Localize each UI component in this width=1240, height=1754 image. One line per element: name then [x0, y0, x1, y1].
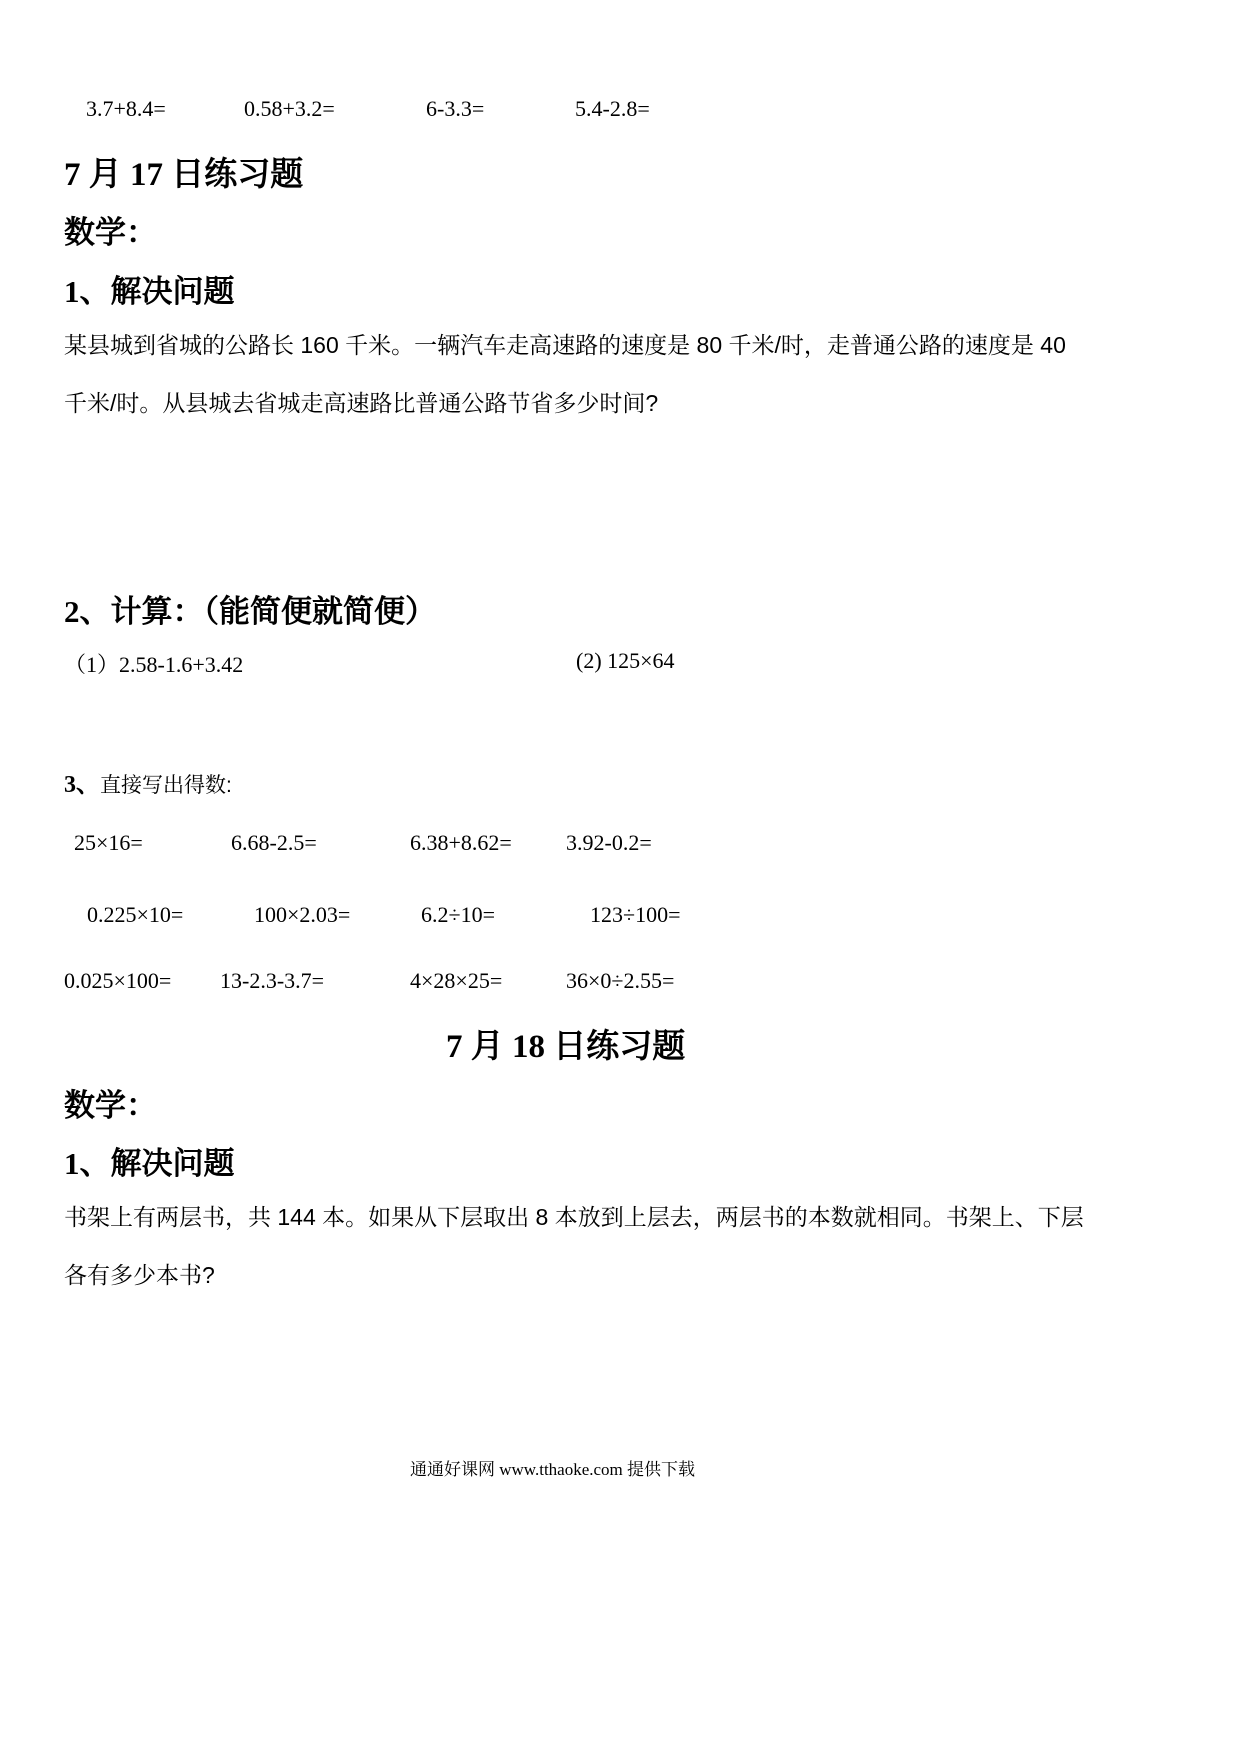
top-row-item: 6-3.3= [426, 96, 485, 121]
top-row-item: 0.58+3.2= [244, 96, 335, 121]
day17-q3-heading [64, 764, 232, 799]
day18-subject: 数学： [64, 1088, 157, 1123]
top-row-item: 3.7+8.4= [86, 96, 166, 121]
day18-title: 7 月 18 日练习题 [446, 1029, 686, 1065]
day17-q2-item2: (2) 125×64 [576, 648, 675, 673]
day17-q1-heading: 1、解决问题 [64, 274, 235, 309]
day17-q3-label: 直接写出得数: [100, 774, 232, 797]
calc-item: 4×28×25= [410, 968, 503, 993]
day17-subject: 数学： [64, 215, 157, 250]
calc-item: 6.38+8.62= [410, 830, 512, 855]
day18-q1-heading: 1、解决问题 [64, 1146, 235, 1181]
day18-q1-line1: 书架上有两层书，共 144 本。如果从下层取出 8 本放到上层去，两层书的本数就相同。书架上、下层 [64, 1204, 1084, 1230]
day17-q2-heading: 2、计算：（能简便就简便） [64, 594, 436, 629]
day18-q1-line2: 各有多少本书? [64, 1262, 215, 1288]
day17-q1-line1: 某县城到省城的公路长 160 千米。一辆汽车走高速路的速度是 80 千米/时，走普通公路的速度是 40 [64, 332, 1066, 358]
day17-q2-item1: （1）2.58-1.6+3.42 [64, 652, 244, 677]
top-row-item: 5.4-2.8= [575, 96, 650, 121]
page-footer: 通通好课网 www.tthaoke.com 提供下载 [410, 1460, 696, 1479]
calc-item: 0.025×100= [64, 968, 172, 993]
calc-item: 25×16= [74, 830, 143, 855]
calc-item: 0.225×10= [87, 902, 184, 927]
day17-q3-number: 3、 [64, 772, 100, 798]
day17-title: 7 月 17 日练习题 [64, 157, 304, 193]
calc-item: 13-2.3-3.7= [220, 968, 325, 993]
calc-item: 123÷100= [590, 902, 681, 927]
calc-item: 6.2÷10= [421, 902, 495, 927]
calc-item: 100×2.03= [254, 902, 351, 927]
day17-q1-line2: 千米/时。从县城去省城走高速路比普通公路节省多少时间? [64, 390, 659, 416]
calc-item: 36×0÷2.55= [566, 968, 675, 993]
calc-item: 6.68-2.5= [231, 830, 317, 855]
calc-item: 3.92-0.2= [566, 830, 652, 855]
